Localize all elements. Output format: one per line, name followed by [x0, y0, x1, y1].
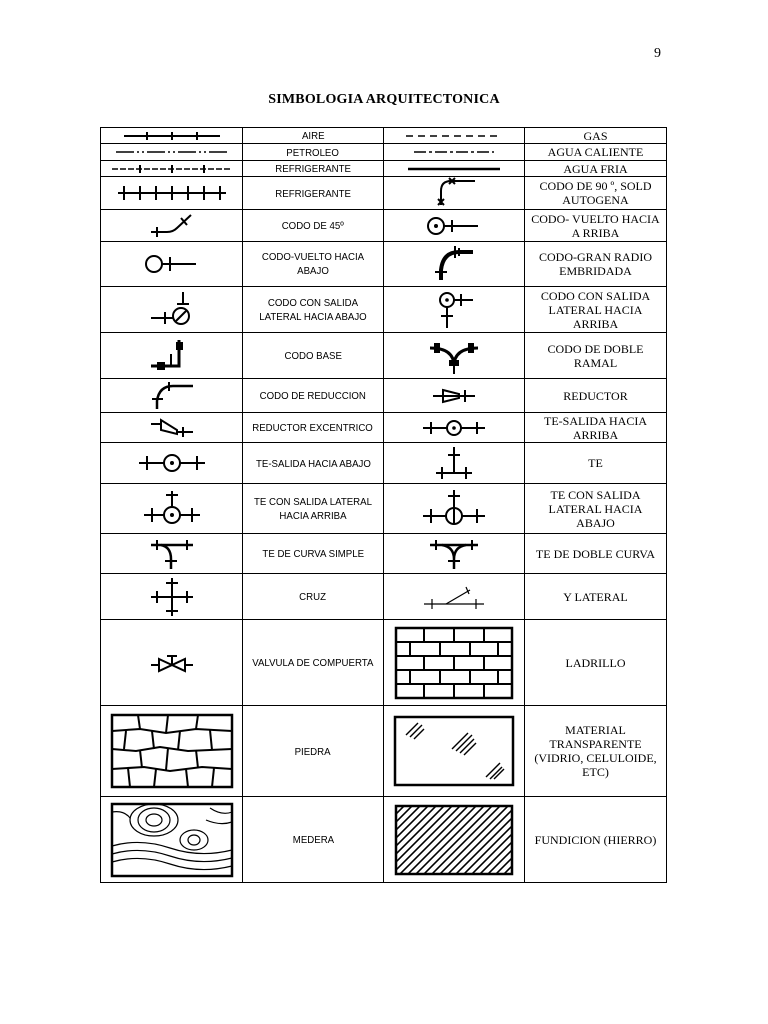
table-row: [101, 443, 667, 484]
symbol-label: REFRIGERANTE: [275, 163, 351, 175]
long-radius-flanged-elbow-symbol: [384, 242, 525, 287]
symbol-label: LADRILLO: [565, 655, 626, 670]
wood-hatch-symbol: [101, 797, 243, 883]
eccentric-reducer-symbol: [101, 413, 243, 443]
symbol-label: VALVULA DE COMPUERTA: [252, 657, 374, 669]
symbol-label: PIEDRA: [295, 745, 331, 758]
table-row: [101, 620, 667, 706]
refrigerant-pipe-symbol: [101, 177, 243, 210]
symbol-label: CODO DE 90 º, SOLD AUTOGENA: [539, 179, 652, 207]
page-title: SIMBOLOGIA ARQUITECTONICA: [268, 92, 500, 107]
air-line-symbol: [101, 128, 243, 144]
table-row: [101, 333, 667, 379]
symbol-label: AGUA FRIA: [563, 161, 628, 176]
symbol-label: PETROLEO: [286, 146, 340, 159]
glass-hatch-symbol: [384, 706, 525, 797]
table-row: [101, 287, 667, 333]
reducing-elbow-symbol: [101, 379, 243, 413]
symbol-label: REDUCTOR: [563, 388, 628, 403]
symbol-label: TE DE CURVA SIMPLE: [262, 548, 364, 560]
table-row: [101, 706, 667, 797]
reducer-symbol: [384, 379, 525, 413]
tee-symbol: [384, 443, 525, 484]
symbol-label: MATERIAL TRANSPARENTE (VIDRIO, CELULOIDE, ETC): [534, 723, 657, 779]
refrigerant-line-symbol: [101, 161, 243, 177]
elbow-90-welded-symbol: [384, 177, 525, 210]
table-row: [101, 574, 667, 620]
double-sweep-tee-symbol: [384, 534, 525, 574]
symbol-label: Y LATERAL: [563, 589, 628, 604]
cast-iron-hatch-symbol: [384, 797, 525, 883]
table-row: [101, 242, 667, 287]
hot-water-line-symbol: [384, 144, 525, 161]
symbol-table: [100, 127, 667, 883]
symbol-label: GAS: [583, 128, 608, 143]
gate-valve-symbol: [101, 620, 243, 706]
table-row: [101, 379, 667, 413]
table-row: [101, 484, 667, 534]
table-row: [101, 413, 667, 443]
double-branch-elbow-symbol: [384, 333, 525, 379]
symbol-label: TE: [588, 456, 603, 470]
symbol-label: CRUZ: [299, 591, 327, 603]
table-row: [101, 161, 667, 177]
tee-outlet-down-symbol: [101, 443, 243, 484]
tee-side-outlet-down-symbol: [384, 484, 525, 534]
symbol-label: AIRE: [301, 130, 325, 142]
tee-side-outlet-up-symbol: [101, 484, 243, 534]
base-elbow-symbol: [101, 333, 243, 379]
petroleum-line-symbol: [101, 144, 243, 161]
symbol-label: FUNDICION (HIERRO): [534, 832, 657, 847]
symbol-label: AGUA CALIENTE: [547, 145, 644, 159]
symbol-label: TE CON SALIDA LATERAL HACIA ABAJO: [548, 487, 643, 530]
symbol-label: CODO DE DOBLE RAMAL: [547, 341, 644, 370]
gas-line-symbol: [384, 128, 525, 144]
tee-outlet-up-symbol: [384, 413, 525, 443]
lateral-y-symbol: [384, 574, 525, 620]
elbow-turned-down-symbol: [101, 242, 243, 287]
elbow-side-outlet-up-symbol: [384, 287, 525, 333]
table-row: [101, 797, 667, 883]
symbol-label: TE DE DOBLE CURVA: [535, 546, 656, 561]
symbol-label: CODO BASE: [284, 350, 342, 362]
symbol-label: REFRIGERANTE: [275, 187, 351, 200]
symbol-label: CODO-VUELTO HACIA ABAJO: [261, 251, 365, 277]
symbol-label: REDUCTOR EXCENTRICO: [252, 422, 374, 434]
single-sweep-tee-symbol: [101, 534, 243, 574]
page-number: 9: [654, 46, 661, 61]
elbow-turned-up-symbol: [384, 210, 525, 242]
symbol-label: CODO CON SALIDA LATERAL HACIA ABAJO: [259, 296, 367, 323]
elbow-side-outlet-down-symbol: [101, 287, 243, 333]
symbol-label: TE CON SALIDA LATERAL HACIA ARRIBA: [254, 495, 372, 522]
table-row: [101, 144, 667, 161]
table-row: [101, 210, 667, 242]
symbol-label: CODO- VUELTO HACIA A RRIBA: [531, 211, 660, 240]
symbol-label: CODO DE 45º: [281, 220, 345, 232]
symbol-label: TE-SALIDA HACIA ABAJO: [255, 457, 371, 470]
cold-water-line-symbol: [384, 161, 525, 177]
symbol-label: TE-SALIDA HACIA ARRIBA: [544, 413, 647, 442]
symbol-label: CODO CON SALIDA LATERAL HACIA ARRIBA: [540, 288, 651, 331]
stone-hatch-symbol: [101, 706, 243, 797]
symbol-label: CODO DE REDUCCION: [259, 390, 367, 402]
cross-symbol: [101, 574, 243, 620]
symbol-label: MEDERA: [292, 834, 334, 846]
symbol-label: CODO-GRAN RADIO EMBRIDADA: [539, 250, 652, 278]
brick-hatch-symbol: [384, 620, 525, 706]
table-row: [101, 177, 667, 210]
table-row: [101, 128, 667, 144]
elbow-45-symbol: [101, 210, 243, 242]
table-row: [101, 534, 667, 574]
